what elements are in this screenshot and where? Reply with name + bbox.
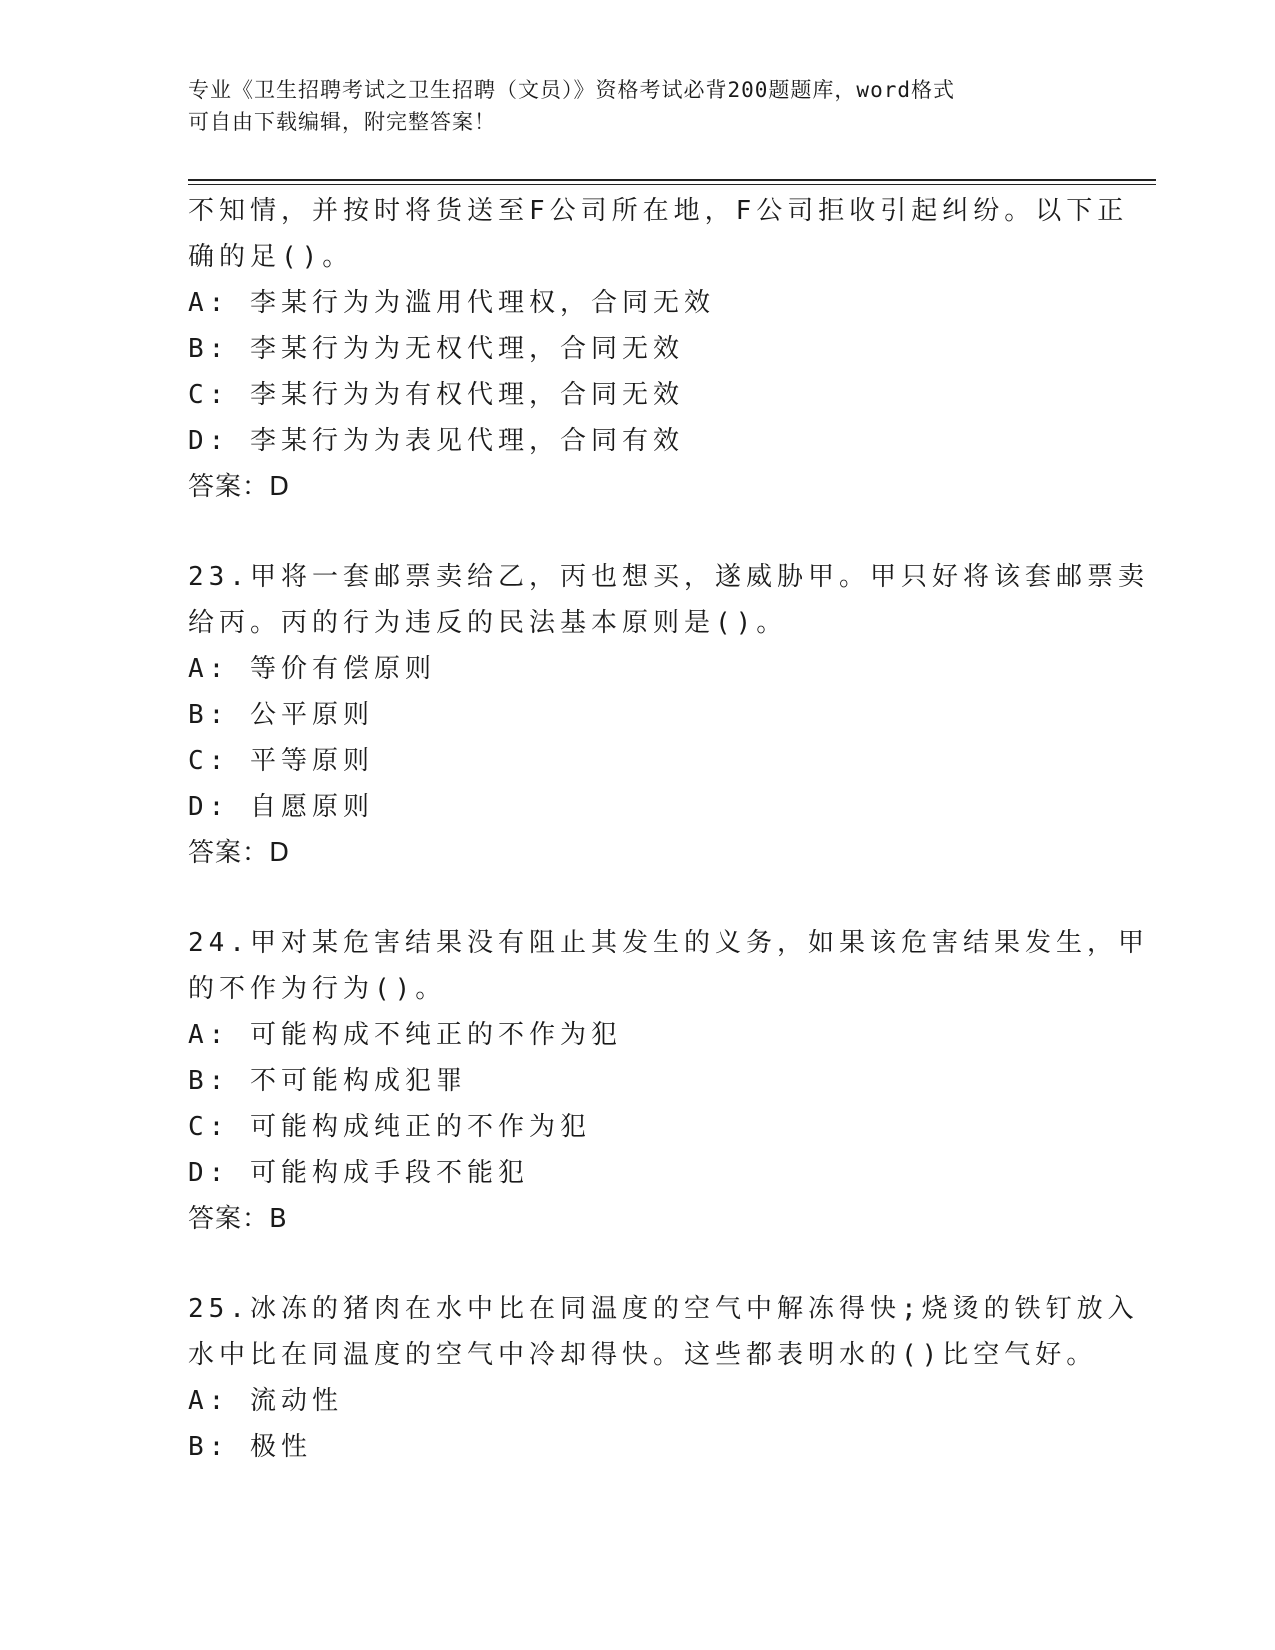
question-23-option-c: C: 平等原则: [188, 746, 374, 776]
question-24-answer: 答案：B: [188, 1204, 288, 1234]
question-22-option-b: B: 李某行为为无权代理，合同无效: [188, 334, 684, 364]
question-23-answer: 答案：D: [188, 838, 291, 868]
question-23-text-2: 给丙。丙的行为违反的民法基本原则是()。: [188, 608, 788, 638]
question-23-option-d: D: 自愿原则: [188, 792, 374, 822]
question-22-option-d: D: 李某行为为表见代理，合同有效: [188, 426, 684, 456]
question-25-option-a: A: 流动性: [188, 1386, 343, 1416]
question-24: [188, 920, 1149, 1242]
question-23: [188, 554, 1149, 876]
question-content: [188, 188, 1149, 1470]
header-line-2: 可自由下载编辑，附完整答案！: [188, 110, 496, 134]
question-23-option-a: A: 等价有偿原则: [188, 654, 436, 684]
question-22-text-1: 不知情，并按时将货送至F公司所在地，F公司拒收引起纠纷。以下正: [188, 196, 1129, 226]
spacer: [188, 510, 1088, 554]
spacer: [188, 876, 1088, 920]
spacer: [188, 1242, 1088, 1286]
question-25: [188, 1286, 1139, 1470]
question-22-answer: 答案：D: [188, 472, 291, 502]
question-22-option-c: C: 李某行为为有权代理，合同无效: [188, 380, 684, 410]
question-24-text-2: 的不作为行为()。: [188, 974, 447, 1004]
document-header: [188, 74, 1088, 138]
header-line-1: 专业《卫生招聘考试之卫生招聘（文员）》资格考试必背200题题库，word格式: [188, 78, 955, 102]
question-24-option-d: D: 可能构成手段不能犯: [188, 1158, 529, 1188]
question-23-text-1: 23.甲将一套邮票卖给乙，丙也想买，遂威胁甲。甲只好将该套邮票卖: [188, 562, 1149, 592]
question-24-option-a: A: 可能构成不纯正的不作为犯: [188, 1020, 622, 1050]
question-22-text-2: 确的足()。: [188, 242, 354, 272]
question-24-option-b: B: 不可能构成犯罪: [188, 1066, 467, 1096]
question-22: [188, 188, 1129, 510]
question-25-text-1: 25.冰冻的猪肉在水中比在同温度的空气中解冻得快;烧烫的铁钉放入: [188, 1294, 1139, 1324]
header-rule-thick: [188, 179, 1156, 181]
question-25-text-2: 水中比在同温度的空气中冷却得快。这些都表明水的()比空气好。: [188, 1340, 1098, 1370]
header-rule-thin: [188, 184, 1156, 185]
question-24-text-1: 24.甲对某危害结果没有阻止其发生的义务，如果该危害结果发生，甲: [188, 928, 1149, 958]
question-25-option-b: B: 极性: [188, 1432, 312, 1462]
question-23-option-b: B: 公平原则: [188, 700, 374, 730]
question-24-option-c: C: 可能构成纯正的不作为犯: [188, 1112, 591, 1142]
question-22-option-a: A: 李某行为为滥用代理权，合同无效: [188, 288, 715, 318]
